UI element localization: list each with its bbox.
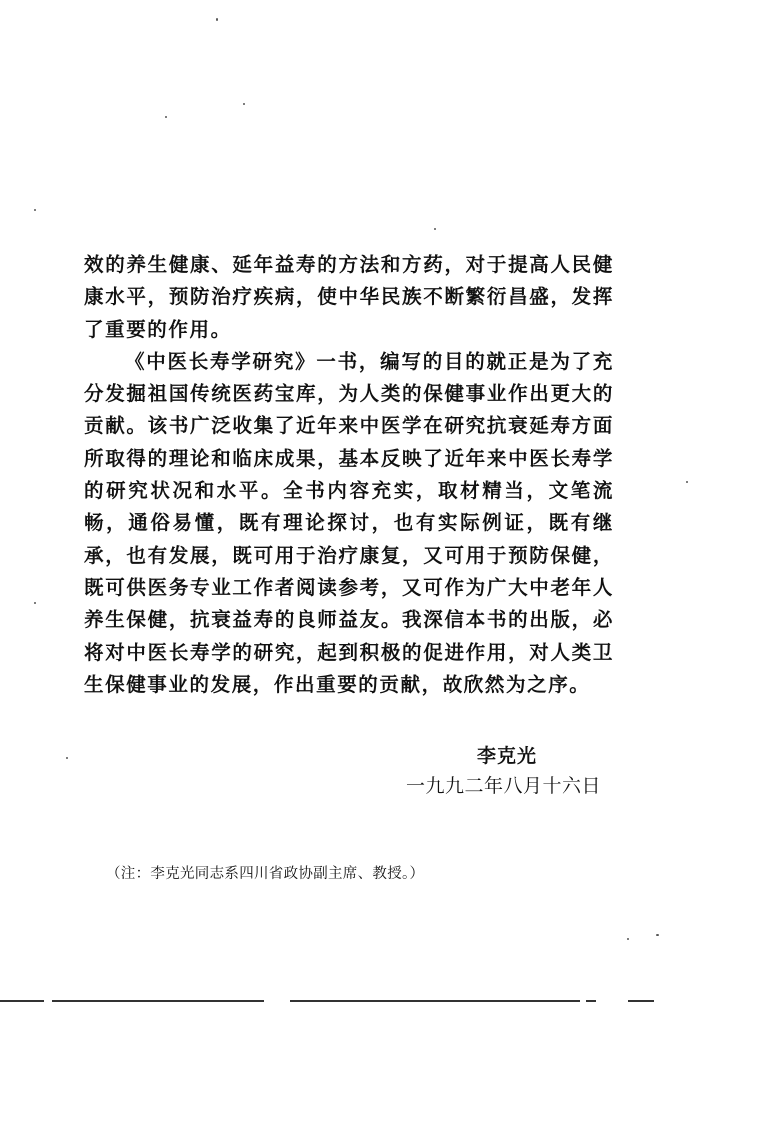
preface-body	[84, 249, 614, 701]
scan-speck	[627, 938, 629, 940]
scan-speck	[216, 18, 218, 21]
scan-rule	[586, 1000, 596, 1002]
scan-speck	[34, 209, 36, 211]
paragraph-continued: 效的养生健康、延年益寿的方法和方药，对于提高人民健康水平，预防治疗疾病，使中华民族不断繁衍昌盛，发挥了重要的作用。	[84, 253, 614, 341]
footnote: （注：李克光同志系四川省政协副主席、教授。）	[106, 866, 425, 882]
scan-speck	[165, 116, 167, 118]
scan-rule	[290, 1000, 580, 1002]
scan-speck	[656, 934, 659, 936]
scan-speck	[34, 602, 36, 604]
scan-rule	[628, 1000, 654, 1002]
scan-speck	[243, 103, 245, 105]
paragraph-main: 《中医长寿学研究》一书，编写的目的就正是为了充分发掘祖国传统医药宝库，为人类的保健事业作出更大的贡献。该书广泛收集了近年来中医学在研究抗衰延寿方面所取得的理论和临床成果，基本反映了近年来中医长寿学的研究状况和水平。全书内容充实，取材精当，文笔流畅，通俗易懂，既有理论探讨，也有实际例证，既有继承，也有发展，既可用于治疗康复，又可用于预防保健，既可供医务专业工作者阅读参考，又可作为广大中老年人养生保健，抗衰益寿的良师益友。我深信本书的出版，必将对中医长寿学的研究，起到积极的促进作用，对人类卫生保健事业的发展，作出重要的贡献，故欣然为之序。	[84, 349, 614, 696]
signature-date: 一九九二年八月十六日	[406, 775, 602, 797]
scan-speck	[686, 481, 688, 483]
scan-rule	[0, 1000, 44, 1002]
scan-speck	[66, 757, 68, 759]
scan-rule	[52, 1000, 264, 1002]
author-signature: 李克光	[477, 745, 538, 767]
scan-speck	[434, 228, 436, 230]
